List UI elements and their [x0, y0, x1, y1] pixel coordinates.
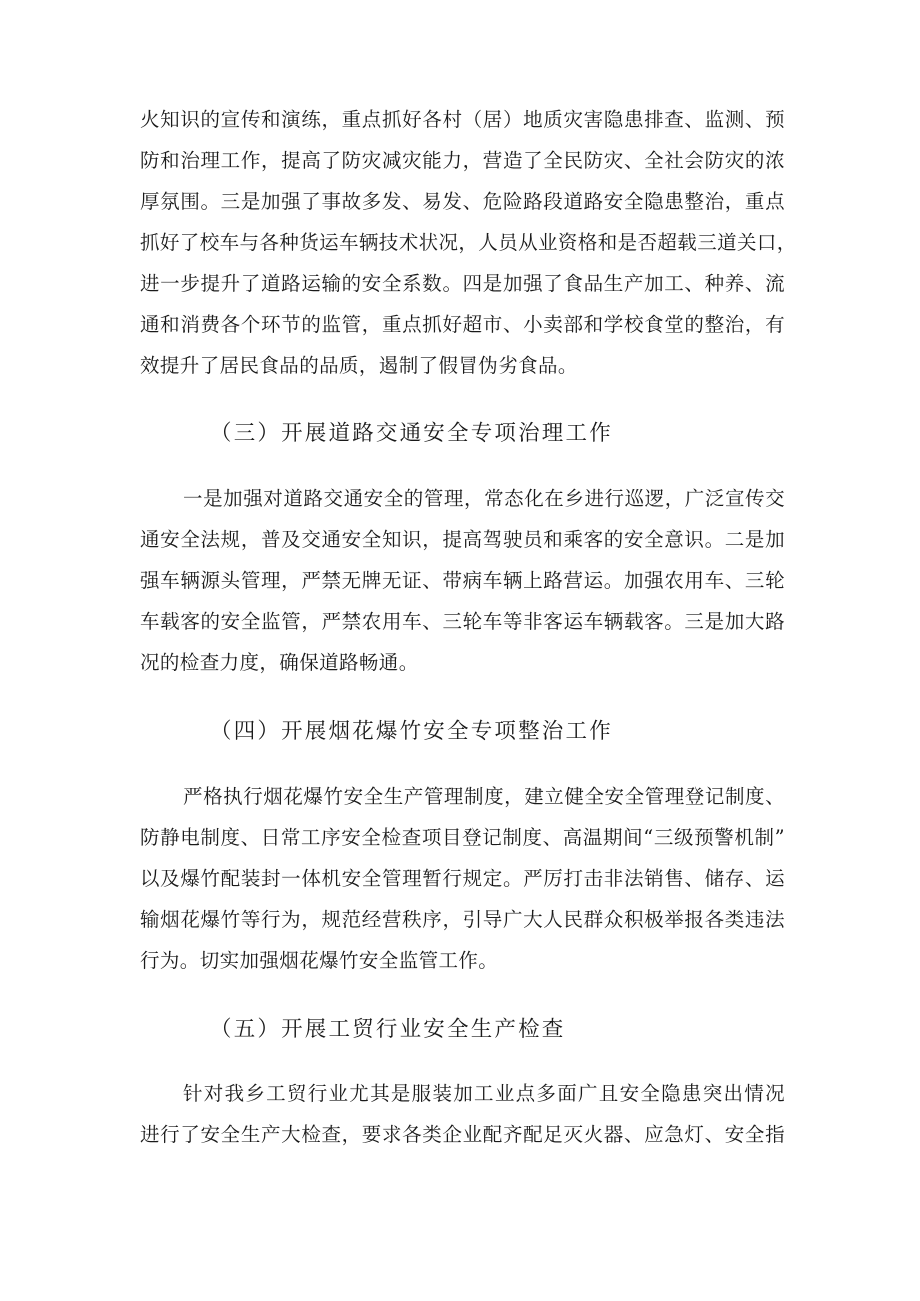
paragraph-line: 车载客的安全监管，严禁农用车、三轮车等非客运车辆载客。三是加大路: [140, 610, 785, 633]
paragraph-line: 严格执行烟花爆竹安全生产管理制度，建立健全安全管理登记制度、: [183, 785, 785, 808]
paragraph-line: 火知识的宣传和演练，重点抓好各村（居）地质灾害隐患排查、监测、预: [140, 108, 785, 131]
paragraph-line: 输烟花爆竹等行为，规范经营秩序，引导广大人民群众积极举报各类违法: [140, 908, 785, 931]
paragraph-line: 以及爆竹配装封一体机安全管理暂行规定。严厉打击非法销售、储存、运: [140, 867, 785, 890]
section-heading-5: （五）开展工贸行业安全生产检查: [210, 1017, 566, 1042]
paragraph-line: 通和消费各个环节的监管，重点抓好超市、小卖部和学校食堂的整治，有: [140, 313, 785, 336]
paragraph-line: 进一步提升了道路运输的安全系数。四是加强了食品生产加工、种养、流: [140, 272, 785, 295]
paragraph-line: 厚氛围。三是加强了事故多发、易发、危险路段道路安全隐患整治，重点: [140, 190, 785, 213]
paragraph-line: 一是加强对道路交通安全的管理，常态化在乡进行巡逻，广泛宣传交: [183, 487, 785, 510]
paragraph-line: 通安全法规，普及交通安全知识，提高驾驶员和乘客的安全意识。二是加: [140, 528, 785, 551]
paragraph-line: 行为。切实加强烟花爆竹安全监管工作。: [140, 949, 499, 972]
paragraph-line: 进行了安全生产大检查，要求各类企业配齐配足灭火器、应急灯、安全指: [140, 1123, 785, 1146]
paragraph-line: 效提升了居民食品的品质，遏制了假冒伪劣食品。: [140, 354, 578, 377]
section-heading-4: （四）开展烟花爆竹安全专项整治工作: [210, 719, 613, 744]
paragraph-line: 抓好了校车与各种货运车辆技术状况，人员从业资格和是否超载三道关口，: [140, 231, 797, 254]
paragraph-line: 防静电制度、日常工序安全检查项目登记制度、高温期间“三级预警机制”: [140, 826, 785, 849]
section-heading-3: （三）开展道路交通安全专项治理工作: [210, 421, 613, 446]
paragraph-line: 况的检查力度，确保道路畅通。: [140, 651, 419, 674]
paragraph-line: 强车辆源头管理，严禁无牌无证、带病车辆上路营运。加强农用车、三轮: [140, 569, 785, 592]
paragraph-line: 防和治理工作，提高了防灾减灾能力，营造了全民防灾、全社会防灾的浓: [140, 149, 785, 172]
paragraph-line: 针对我乡工贸行业尤其是服装加工业点多面广且安全隐患突出情况: [183, 1082, 785, 1105]
